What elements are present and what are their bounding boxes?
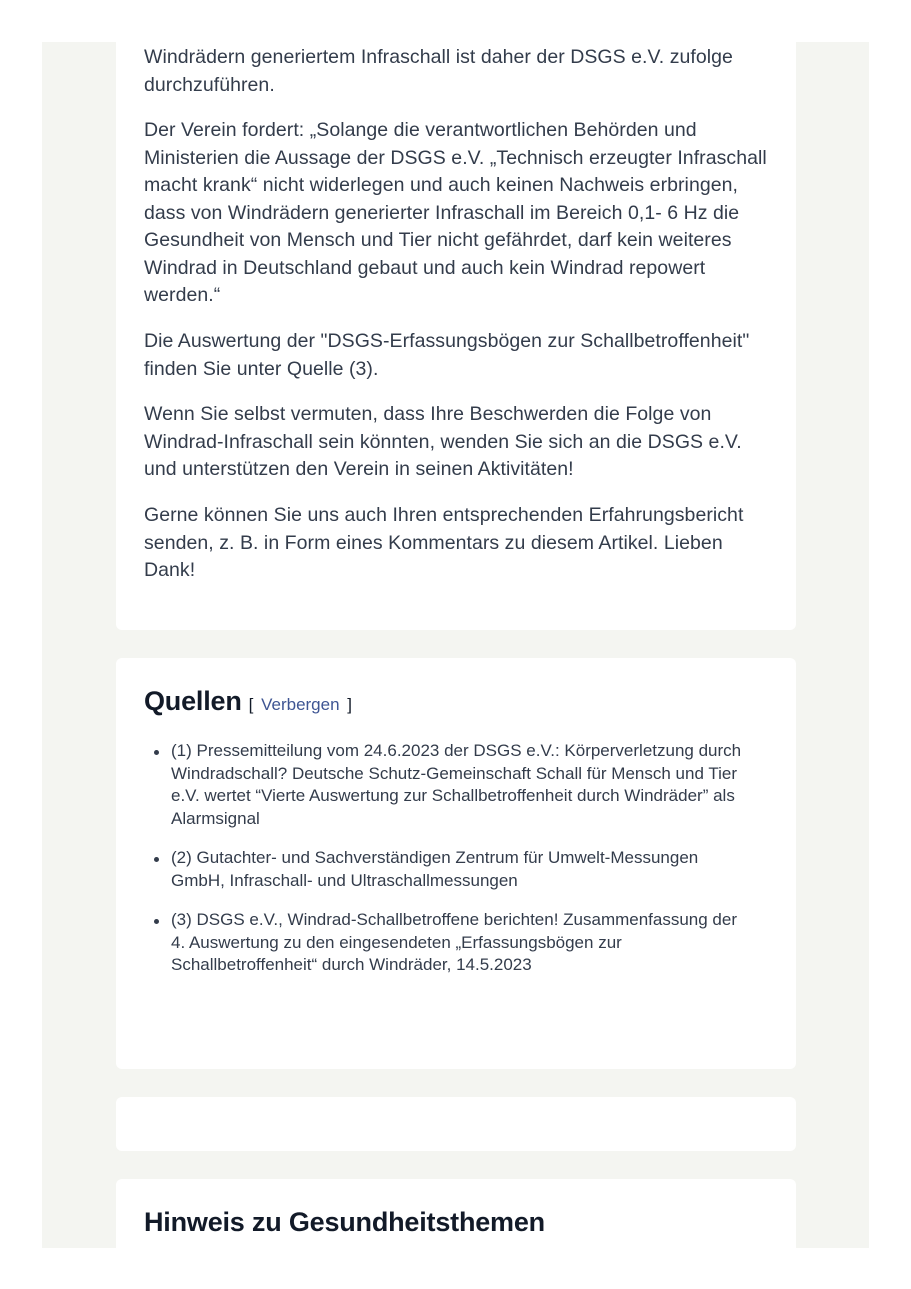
sources-list — [144, 740, 754, 994]
source-text: (1) Pressemitteilung vom 24.6.2023 der DSGS e.V.: Körperverletzung durch Windradschall? Deutsche Schutz-Gemeinschaft Schall für Mensch und Tier e.V. wertet “Vierte Auswertung zur Schallbetroffenheit durch Windräder” als Alarmsignal — [171, 741, 742, 828]
article-body-card — [116, 42, 796, 630]
hide-sources-link[interactable]: Verbergen — [261, 695, 340, 714]
article-paragraph: Die Auswertung der "DSGS-Erfassungsbögen zur Schallbetroffenheit" finden Sie unter Quelle (3). — [144, 330, 750, 380]
bullet-icon — [154, 919, 159, 924]
article-paragraph: Wenn Sie selbst vermuten, dass Ihre Beschwerden die Folge von Windrad-Infraschall sein könnten, wenden Sie sich an die DSGS e.V. und unterstützen den Verein in seinen Aktivitäten! — [144, 403, 742, 480]
health-notice-title: Hinweis zu Gesundheitsthemen — [144, 1207, 545, 1237]
empty-card — [116, 1097, 796, 1151]
bullet-icon — [154, 750, 159, 755]
sources-toggle-wrapper — [249, 695, 352, 715]
bracket-open: [ — [248, 695, 254, 714]
article-paragraph: Gerne können Sie uns auch Ihren entsprechenden Erfahrungsbericht senden, z. B. in Form eines Kommentars zu diesem Artikel. Lieben Dank! — [144, 504, 744, 581]
sources-title: Quellen — [144, 686, 242, 716]
article-paragraph: Windrädern generiertem Infraschall ist daher der DSGS e.V. zufolge durchzuführen. — [144, 46, 733, 96]
page-background — [42, 42, 869, 1248]
bullet-icon — [154, 857, 159, 862]
bracket-close: ] — [347, 695, 353, 714]
source-item — [144, 847, 754, 892]
source-text: (2) Gutachter- und Sachverständigen Zentrum für Umwelt-Messungen GmbH, Infraschall- und Ultraschallmessungen — [171, 848, 699, 890]
source-item — [144, 740, 754, 830]
source-text: (3) DSGS e.V., Windrad-Schallbetroffene berichten! Zusammenfassung der 4. Auswertung zu den eingesendeten „Erfassungsbögen zur Schallbetroffenheit“ durch Windräder, 14.5.2023 — [171, 910, 738, 974]
sources-heading — [144, 686, 352, 717]
health-notice-card — [116, 1179, 796, 1248]
article-paragraph: Der Verein fordert: „Solange die verantwortlichen Behörden und Ministerien die Aussage der DSGS e.V. „Technisch erzeugter Infraschall macht krank“ nicht widerlegen und auch keinen Nachweis erbringen, dass von Windrädern generierter Infraschall im Bereich 0,1- 6 Hz die Gesundheit von Mensch und Tier nicht gefährdet, darf kein weiteres Windrad in Deutschland gebaut und auch kein Windrad repowert werden.“ — [144, 119, 767, 306]
source-item — [144, 909, 754, 977]
sources-card — [116, 658, 796, 1069]
